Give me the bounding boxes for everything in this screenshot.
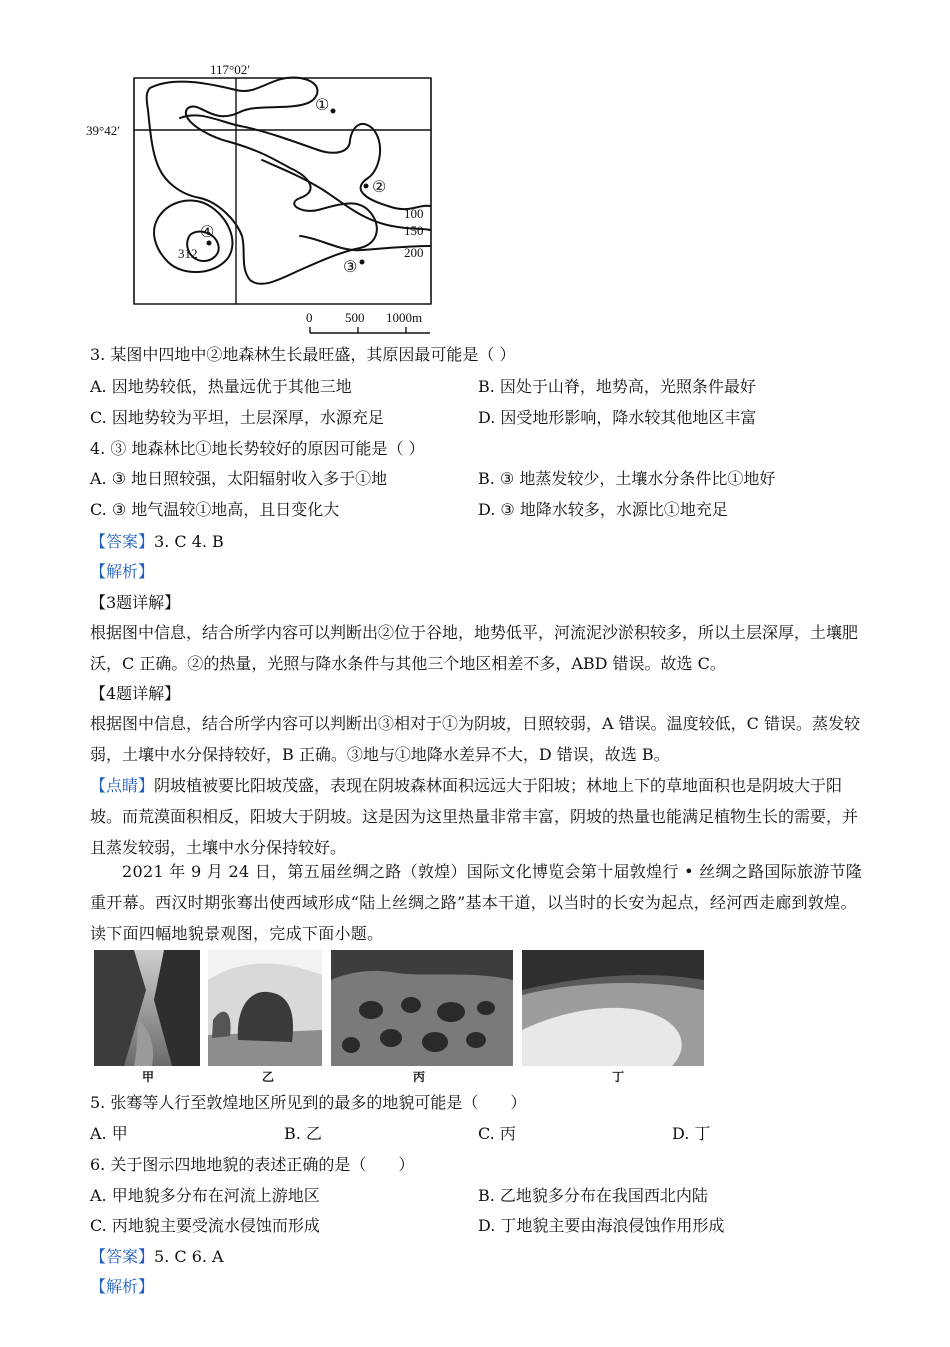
q4-option-c[interactable]: C. ③ 地气温较①地高，且日变化大	[90, 500, 340, 519]
longitude-label: 117°02′	[210, 62, 251, 77]
q3-option-c[interactable]: C. 因地势较为平坦，土层深厚，水源充足	[90, 408, 384, 427]
scale-bar	[310, 327, 430, 333]
scale-1000: 1000m	[386, 310, 423, 325]
q3-stem: 3. 某图中四地中②地森林生长最旺盛，其原因最可能是（ ）	[90, 345, 516, 364]
tip-text: 阴坡植被要比阳坡茂盛，表现在阴坡森林面积远远大于阳坡；林地上下的草地面积也是阴坡大于阳坡。而荒漠面积相反，阳坡大于阴坡。这是因为这里热量非常丰富，阴坡的热量也能满足植物生长的需要，并且蒸发较弱，土壤中水分保持较好。	[90, 776, 859, 857]
answer-tag: 【答案】	[90, 532, 155, 551]
q3-option-d[interactable]: D. 因受地形影响，降水较其他地区丰富	[478, 408, 757, 427]
point-4-dot	[207, 241, 212, 246]
photo-label-yi: 乙	[262, 1070, 275, 1084]
photo-label-ding: 丁	[612, 1070, 625, 1084]
answer-tag: 【答案】	[90, 1247, 155, 1266]
answer-block-1	[90, 532, 224, 552]
contour-map	[80, 58, 460, 343]
q6-option-c[interactable]: C. 丙地貌主要受流水侵蚀而形成	[90, 1216, 320, 1235]
detail4-title: 【4题详解】	[90, 684, 181, 703]
detail3-text: 根据图中信息，结合所学内容可以判断出②位于谷地，地势低平，河流泥沙淤积较多，所以土层深厚，土壤肥沃，C 正确。②的热量，光照与降水条件与其他三个地区相差不多，ABD 错误。故选 C。	[90, 623, 859, 673]
q5-option-c[interactable]: C. 丙	[478, 1124, 516, 1143]
q4-stem: 4. ③ 地森林比①地长势较好的原因可能是（ ）	[90, 439, 425, 458]
tip-block	[90, 770, 865, 863]
photo-bing	[331, 950, 513, 1066]
point-3-label: ③	[343, 259, 358, 276]
analysis-tag: 【解析】	[90, 1277, 155, 1296]
contour-label-100: 100	[404, 206, 424, 221]
q3-option-b[interactable]: B. 因处于山脊，地势高，光照条件最好	[478, 377, 756, 396]
tip-tag: 【点睛】	[90, 776, 155, 795]
q6-option-d[interactable]: D. 丁地貌主要由海浪侵蚀作用形成	[478, 1216, 725, 1235]
q6-option-a[interactable]: A. 甲地貌多分布在河流上游地区	[90, 1186, 320, 1205]
intro-paragraph: 2021 年 9 月 24 日，第五届丝绸之路（敦煌）国际文化博览会第十届敦煌行 • 丝绸之路国际旅游节隆重开幕。西汉时期张骞出使西域形成“陆上丝绸之路”基本干道，以当时的长安为起点，经河西走廊到敦煌。读下面四幅地貌景观图，完成下面小题。	[90, 862, 863, 943]
q5-stem: 5. 张骞等人行至敦煌地区所见到的最多的地貌可能是（ ）	[90, 1093, 527, 1112]
q4-option-b[interactable]: B. ③ 地蒸发较少，土壤水分条件比①地好	[478, 469, 776, 488]
latitude-label: 39°42′	[86, 123, 121, 138]
scale-500: 500	[345, 310, 365, 325]
photo-yi	[208, 950, 322, 1066]
photo-ding	[522, 950, 704, 1066]
point-3-dot	[360, 260, 365, 265]
contour-label-150: 150	[404, 223, 424, 238]
contour-line	[154, 201, 232, 272]
contour-label-200: 200	[404, 245, 424, 260]
photo-jia	[94, 950, 200, 1066]
q5-option-a[interactable]: A. 甲	[90, 1124, 128, 1143]
point-2-label: ②	[372, 179, 387, 196]
peak-label: 312	[178, 246, 198, 261]
point-1-label: ①	[315, 97, 330, 114]
point-4-label: ④	[200, 224, 215, 241]
answer-block-2	[90, 1247, 224, 1267]
q6-option-b[interactable]: B. 乙地貌多分布在我国西北内陆	[478, 1186, 708, 1205]
q4-option-a[interactable]: A. ③ 地日照较强，太阳辐射收入多于①地	[90, 469, 388, 488]
point-2-dot	[364, 184, 369, 189]
answer-text: 5. C 6. A	[154, 1247, 224, 1266]
q4-option-d[interactable]: D. ③ 地降水较多，水源比①地充足	[478, 500, 728, 519]
photo-label-jia: 甲	[142, 1070, 155, 1084]
detail3-title: 【3题详解】	[90, 593, 181, 612]
detail4-text: 根据图中信息，结合所学内容可以判断出③相对于①为阴坡，日照较弱，A 错误。温度较低，C 错误。蒸发较弱，土壤中水分保持较好，B 正确。③地与①地降水差异不大，D 错误，故选 B。	[90, 714, 860, 764]
photo-label-bing: 丙	[413, 1070, 426, 1084]
scale-0: 0	[306, 310, 313, 325]
q3-option-a[interactable]: A. 因地势较低，热量远优于其他三地	[90, 377, 352, 396]
q5-option-d[interactable]: D. 丁	[672, 1124, 711, 1143]
q5-option-b[interactable]: B. 乙	[284, 1124, 322, 1143]
point-1-dot	[331, 109, 336, 114]
analysis-tag: 【解析】	[90, 562, 155, 581]
q6-stem: 6. 关于图示四地地貌的表述正确的是（ ）	[90, 1155, 415, 1174]
answer-text: 3. C 4. B	[154, 532, 224, 551]
